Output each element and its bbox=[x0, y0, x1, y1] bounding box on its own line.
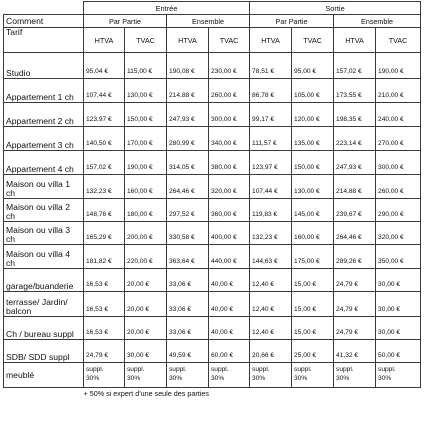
row-label-line: Appartement 1 ch bbox=[6, 92, 74, 102]
col-htva: HTVA bbox=[84, 28, 125, 53]
price-cell: 78,51 € bbox=[250, 53, 292, 79]
tariff-row bbox=[4, 199, 421, 222]
meuble-suppl: suppl. bbox=[294, 366, 312, 373]
price-cell: 24,79 € bbox=[334, 292, 376, 317]
row-label bbox=[4, 151, 84, 175]
price-cell: 181,82 € bbox=[84, 245, 125, 269]
price-cell: 16,53 € bbox=[84, 317, 125, 340]
row-label-line: ch bbox=[6, 211, 16, 221]
meuble-cell bbox=[334, 363, 376, 388]
price-cell: 160,00 € bbox=[292, 222, 334, 245]
price-cell: 180,00 € bbox=[125, 199, 167, 222]
price-cell: 170,00 € bbox=[125, 127, 167, 151]
price-cell: 20,66 € bbox=[250, 340, 292, 363]
row-label-line: ch bbox=[6, 234, 16, 244]
price-cell: 130,00 € bbox=[125, 79, 167, 103]
row-label-line: Ch / bureau suppl bbox=[6, 329, 74, 339]
price-cell: 30,00 € bbox=[376, 292, 421, 317]
price-cell: 150,00 € bbox=[125, 103, 167, 127]
price-cell: 289,26 € bbox=[334, 245, 376, 269]
price-cell: 16,53 € bbox=[84, 269, 125, 292]
price-cell: 175,00 € bbox=[292, 245, 334, 269]
price-cell: 214,88 € bbox=[167, 79, 209, 103]
price-cell: 40,00 € bbox=[209, 317, 250, 340]
price-cell: 247,93 € bbox=[167, 103, 209, 127]
tariff-row bbox=[4, 53, 421, 79]
price-cell: 95,00 € bbox=[292, 53, 334, 79]
row-label-line: terrasse/ Jardin/ bbox=[6, 297, 68, 307]
price-cell: 25,00 € bbox=[292, 340, 334, 363]
tariff-row bbox=[4, 340, 421, 363]
price-cell: 240,00 € bbox=[376, 103, 421, 127]
row-label bbox=[4, 222, 84, 245]
price-cell: 24,79 € bbox=[334, 317, 376, 340]
price-cell: 157,02 € bbox=[334, 53, 376, 79]
meuble-percent: 30% bbox=[294, 375, 308, 382]
price-cell: 50,00 € bbox=[376, 340, 421, 363]
price-cell: 30,00 € bbox=[376, 317, 421, 340]
tarif-label: Tarif bbox=[4, 28, 84, 53]
price-cell: 15,00 € bbox=[292, 292, 334, 317]
price-cell: 12,40 € bbox=[250, 269, 292, 292]
sortie-par-partie: Par Partie bbox=[250, 15, 334, 28]
price-cell: 15,00 € bbox=[292, 269, 334, 292]
tariff-row bbox=[4, 317, 421, 340]
price-cell: 99,17 € bbox=[250, 103, 292, 127]
meuble-cell bbox=[167, 363, 209, 388]
row-label bbox=[4, 79, 84, 103]
entree-ensemble: Ensemble bbox=[167, 15, 250, 28]
row-label bbox=[4, 199, 84, 222]
price-cell: 220,00 € bbox=[125, 245, 167, 269]
meuble-row bbox=[4, 363, 421, 388]
tariff-row bbox=[4, 127, 421, 151]
price-cell: 173,55 € bbox=[334, 79, 376, 103]
price-cell: 12,40 € bbox=[250, 292, 292, 317]
price-cell: 264,46 € bbox=[334, 222, 376, 245]
price-cell: 300,00 € bbox=[376, 151, 421, 175]
price-cell: 132,23 € bbox=[84, 175, 125, 199]
row-label-line: Maison ou villa 4 bbox=[6, 249, 71, 259]
price-cell: 24,79 € bbox=[334, 269, 376, 292]
price-cell: 330,58 € bbox=[167, 222, 209, 245]
meuble-percent: 30% bbox=[336, 375, 350, 382]
price-cell: 24,79 € bbox=[84, 340, 125, 363]
price-cell: 60,00 € bbox=[209, 340, 250, 363]
tariff-row bbox=[4, 79, 421, 103]
sortie-ensemble: Ensemble bbox=[334, 15, 421, 28]
price-cell: 15,00 € bbox=[292, 317, 334, 340]
price-cell: 107,44 € bbox=[250, 175, 292, 199]
price-cell: 297,52 € bbox=[167, 199, 209, 222]
price-cell: 119,83 € bbox=[250, 199, 292, 222]
row-label-line: ch bbox=[6, 258, 16, 268]
price-cell: 230,00 € bbox=[209, 53, 250, 79]
meuble-percent: 30% bbox=[127, 375, 141, 382]
col-tvac: TVAC bbox=[125, 28, 167, 53]
price-cell: 132,23 € bbox=[250, 222, 292, 245]
price-cell: 320,00 € bbox=[209, 175, 250, 199]
price-cell: 214,88 € bbox=[334, 175, 376, 199]
tariff-table bbox=[3, 1, 421, 400]
price-cell: 239,67 € bbox=[334, 199, 376, 222]
price-cell: 200,00 € bbox=[125, 222, 167, 245]
meuble-percent: 30% bbox=[169, 375, 183, 382]
price-cell: 40,00 € bbox=[209, 292, 250, 317]
meuble-suppl: suppl. bbox=[127, 366, 145, 373]
price-cell: 30,00 € bbox=[125, 340, 167, 363]
price-cell: 107,44 € bbox=[84, 79, 125, 103]
tariff-row bbox=[4, 175, 421, 199]
price-cell: 86,78 € bbox=[250, 79, 292, 103]
row-label bbox=[4, 340, 84, 363]
row-label bbox=[4, 292, 84, 317]
row-label bbox=[4, 245, 84, 269]
col-tvac: TVAC bbox=[292, 28, 334, 53]
price-cell: 290,00 € bbox=[376, 199, 421, 222]
price-cell: 440,00 € bbox=[209, 245, 250, 269]
meuble-percent: 30% bbox=[86, 375, 100, 382]
price-cell: 280,99 € bbox=[167, 127, 209, 151]
row-label bbox=[4, 53, 84, 79]
price-cell: 105,00 € bbox=[292, 79, 334, 103]
row-label-line: Appartement 3 ch bbox=[6, 140, 74, 150]
price-cell: 260,00 € bbox=[376, 175, 421, 199]
col-htva: HTVA bbox=[334, 28, 376, 53]
price-cell: 260,00 € bbox=[209, 79, 250, 103]
price-cell: 190,00 € bbox=[125, 151, 167, 175]
row-label-line: Maison ou villa 2 bbox=[6, 202, 71, 212]
subgroup-header-row bbox=[4, 15, 421, 28]
row-label-line: balcon bbox=[6, 306, 32, 316]
price-cell: 30,00 € bbox=[376, 269, 421, 292]
col-tvac: TVAC bbox=[209, 28, 250, 53]
row-label-line: ch bbox=[6, 188, 16, 198]
row-label bbox=[4, 175, 84, 199]
price-cell: 270,00 € bbox=[376, 127, 421, 151]
price-cell: 247,93 € bbox=[334, 151, 376, 175]
meuble-suppl: suppl. bbox=[336, 366, 354, 373]
group-header-row bbox=[4, 2, 421, 15]
price-cell: 380,00 € bbox=[209, 151, 250, 175]
price-cell: 111,57 € bbox=[250, 127, 292, 151]
row-label-line: Appartement 2 ch bbox=[6, 116, 74, 126]
col-htva: HTVA bbox=[167, 28, 209, 53]
price-cell: 20,00 € bbox=[125, 292, 167, 317]
price-cell: 20,00 € bbox=[125, 269, 167, 292]
price-cell: 190,00 € bbox=[376, 53, 421, 79]
meuble-cell bbox=[292, 363, 334, 388]
price-cell: 145,00 € bbox=[292, 199, 334, 222]
price-cell: 20,00 € bbox=[125, 317, 167, 340]
tariff-row bbox=[4, 151, 421, 175]
group-sortie: Sortie bbox=[250, 2, 421, 15]
meuble-percent: 30% bbox=[252, 375, 266, 382]
tariff-row bbox=[4, 103, 421, 127]
tariff-row bbox=[4, 292, 421, 317]
meuble-cell bbox=[125, 363, 167, 388]
price-cell: 148,76 € bbox=[84, 199, 125, 222]
price-cell: 123,97 € bbox=[84, 103, 125, 127]
price-cell: 160,00 € bbox=[125, 175, 167, 199]
price-cell: 400,00 € bbox=[209, 222, 250, 245]
tarif-header-row bbox=[4, 28, 421, 53]
price-cell: 33,06 € bbox=[167, 269, 209, 292]
price-cell: 16,53 € bbox=[84, 292, 125, 317]
meuble-suppl: suppl. bbox=[378, 366, 396, 373]
price-cell: 95,04 € bbox=[84, 53, 125, 79]
entree-par-partie: Par Partie bbox=[84, 15, 167, 28]
price-cell: 120,00 € bbox=[292, 103, 334, 127]
price-cell: 363,64 € bbox=[167, 245, 209, 269]
row-label-line: garage/buanderie bbox=[6, 281, 74, 291]
price-cell: 340,00 € bbox=[209, 127, 250, 151]
row-label-line: Maison ou villa 1 bbox=[6, 179, 71, 189]
price-cell: 198,35 € bbox=[334, 103, 376, 127]
col-tvac: TVAC bbox=[376, 28, 421, 53]
price-cell: 150,00 € bbox=[292, 151, 334, 175]
price-cell: 140,50 € bbox=[84, 127, 125, 151]
tariff-row bbox=[4, 245, 421, 269]
meuble-suppl: suppl. bbox=[211, 366, 229, 373]
price-cell: 144,63 € bbox=[250, 245, 292, 269]
corner-cell bbox=[4, 2, 84, 15]
meuble-label: meublé bbox=[4, 363, 84, 388]
price-cell: 190,08 € bbox=[167, 53, 209, 79]
meuble-suppl: suppl. bbox=[169, 366, 187, 373]
price-cell: 33,06 € bbox=[167, 317, 209, 340]
price-cell: 135,00 € bbox=[292, 127, 334, 151]
price-cell: 210,00 € bbox=[376, 79, 421, 103]
note-spacer bbox=[4, 388, 84, 400]
price-cell: 123,97 € bbox=[250, 151, 292, 175]
expert-note: + 50% si expert d'une seule des parties bbox=[83, 389, 209, 399]
row-label bbox=[4, 317, 84, 340]
row-label-line: Appartement 4 ch bbox=[6, 164, 74, 174]
price-cell: 115,00 € bbox=[125, 53, 167, 79]
price-cell: 300,00 € bbox=[209, 103, 250, 127]
row-label-line: Studio bbox=[6, 68, 31, 78]
price-cell: 157,02 € bbox=[84, 151, 125, 175]
meuble-suppl: suppl. bbox=[86, 366, 104, 373]
price-cell: 49,59 € bbox=[167, 340, 209, 363]
price-cell: 33,06 € bbox=[167, 292, 209, 317]
row-label bbox=[4, 269, 84, 292]
group-entree: Entrée bbox=[84, 2, 250, 15]
price-cell: 350,00 € bbox=[376, 245, 421, 269]
col-htva: HTVA bbox=[250, 28, 292, 53]
meuble-cell bbox=[376, 363, 421, 388]
price-cell: 223,14 € bbox=[334, 127, 376, 151]
price-cell: 264,46 € bbox=[167, 175, 209, 199]
price-cell: 360,00 € bbox=[209, 199, 250, 222]
comment-label: Comment bbox=[4, 15, 84, 28]
row-label-line: SDB/ SDD suppl bbox=[6, 352, 70, 362]
price-cell: 314,05 € bbox=[167, 151, 209, 175]
tariff-sheet bbox=[3, 1, 420, 400]
tariff-row bbox=[4, 269, 421, 292]
price-cell: 12,40 € bbox=[250, 317, 292, 340]
note-row bbox=[4, 388, 421, 400]
row-label-line: Maison ou villa 3 bbox=[6, 225, 71, 235]
row-label bbox=[4, 127, 84, 151]
price-cell: 130,00 € bbox=[292, 175, 334, 199]
price-cell: 165,29 € bbox=[84, 222, 125, 245]
meuble-cell bbox=[209, 363, 250, 388]
meuble-cell bbox=[250, 363, 292, 388]
meuble-cell bbox=[84, 363, 125, 388]
tariff-row bbox=[4, 222, 421, 245]
price-cell: 40,00 € bbox=[209, 269, 250, 292]
meuble-percent: 30% bbox=[378, 375, 392, 382]
row-label bbox=[4, 103, 84, 127]
price-cell: 41,32 € bbox=[334, 340, 376, 363]
meuble-percent: 30% bbox=[211, 375, 225, 382]
price-cell: 320,00 € bbox=[376, 222, 421, 245]
meuble-suppl: suppl. bbox=[252, 366, 270, 373]
